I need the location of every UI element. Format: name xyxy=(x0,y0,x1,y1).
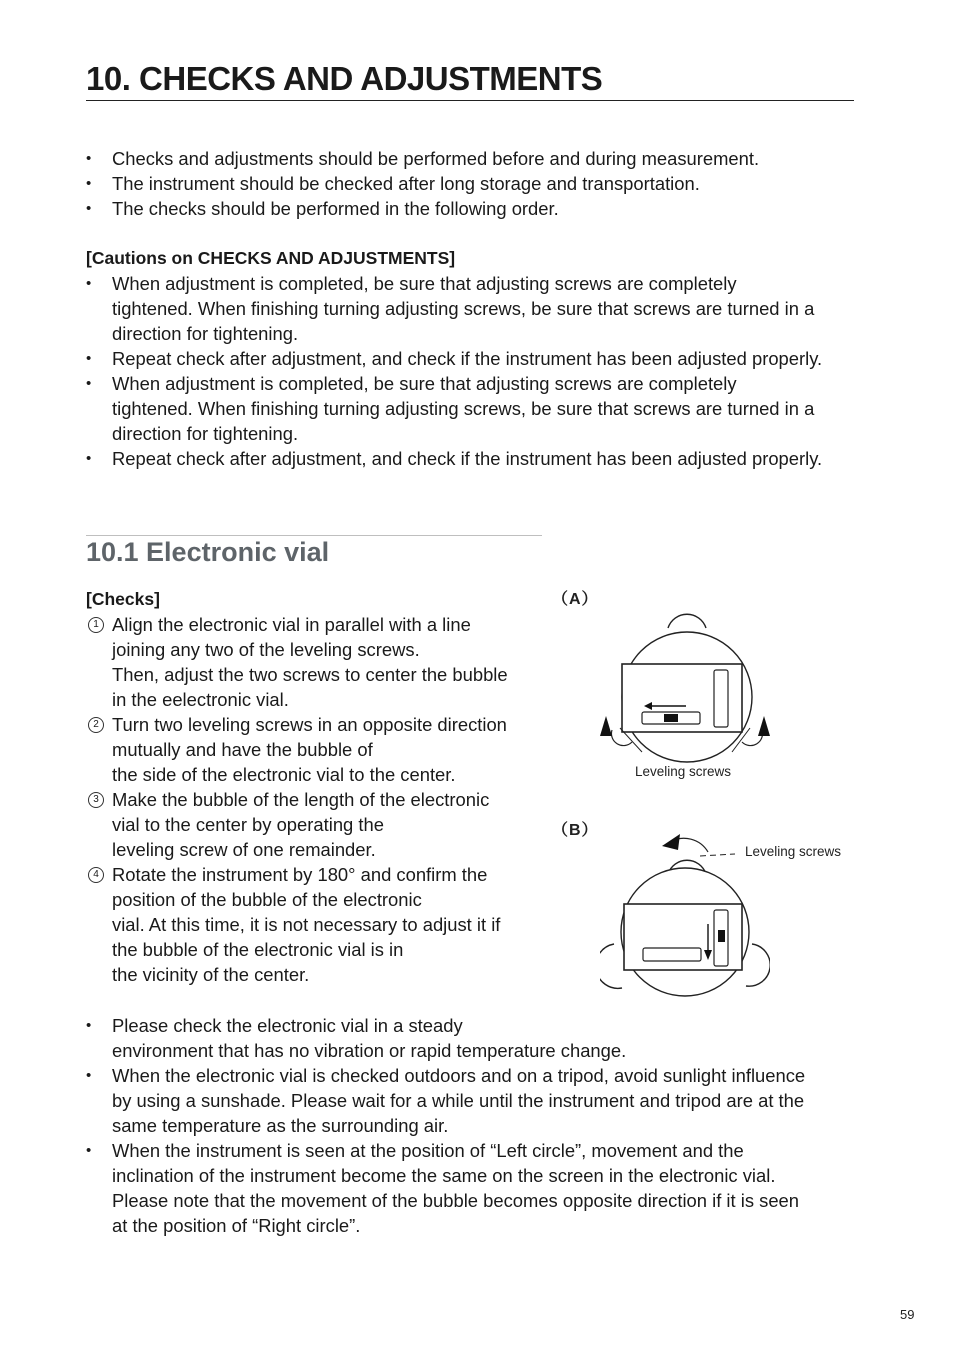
step-item xyxy=(86,862,546,987)
cautions-heading: [Cautions on CHECKS AND ADJUSTMENTS] xyxy=(86,248,456,268)
text-line: environment that has no vibration or rapid temperature change. xyxy=(112,1040,627,1061)
step-item xyxy=(86,712,546,787)
text-line: • Please check the electronic vial in a steady xyxy=(112,1015,463,1036)
text-line: tightened. When finishing turning adjusting screws, be sure that screws are turned in a xyxy=(112,398,815,419)
text-line: by using a sunshade. Please wait for a while until the instrument and tripod are at the xyxy=(112,1090,805,1111)
text-line: mutually and have the bubble of xyxy=(112,739,373,760)
text-line: Then, adjust the two screws to center the bubble xyxy=(112,664,508,685)
text-line: • Repeat check after adjustment, and check if the instrument has been adjusted properly. xyxy=(112,448,823,469)
checks-block xyxy=(86,587,546,987)
list-item: • Checks and adjustments should be performed before and during measurement. xyxy=(86,146,854,171)
step-number: 4 xyxy=(88,867,104,883)
cautions-block xyxy=(86,246,854,471)
text-line: Align the electronic vial in parallel with a line xyxy=(112,614,471,635)
text-line: same temperature as the surrounding air. xyxy=(112,1115,449,1136)
text-line: • When the instrument is seen at the position of “Left circle”, movement and the xyxy=(112,1140,744,1161)
text-line: in the eelectronic vial. xyxy=(112,689,289,710)
text-line: direction for tightening. xyxy=(112,423,299,444)
text-line: Make the bubble of the length of the electronic xyxy=(112,789,490,810)
list-item: • The checks should be performed in the following order. xyxy=(86,196,854,221)
checks-heading: [Checks] xyxy=(86,589,160,609)
chapter-title: 10. CHECKS AND ADJUSTMENTS xyxy=(86,60,603,97)
page-number: 59 xyxy=(900,1307,915,1322)
text-line: inclination of the instrument become the same on the screen in the electronic vial. xyxy=(112,1165,776,1186)
list-item xyxy=(86,1063,854,1138)
text-line: Turn two leveling screws in an opposite direction xyxy=(112,714,507,735)
text-line: • When adjustment is completed, be sure that adjusting screws are completely xyxy=(112,373,737,394)
figure-a-caption: Leveling screws xyxy=(635,764,732,779)
text-line: direction for tightening. xyxy=(112,323,299,344)
text-line: the side of the electronic vial to the center. xyxy=(112,764,456,785)
figure-a-label: （A） xyxy=(552,591,599,608)
list-item xyxy=(86,446,854,471)
text-line: tightened. When finishing turning adjusting screws, be sure that screws are turned in a xyxy=(112,298,815,319)
text-line: the bubble of the electronic vial is in xyxy=(112,939,404,960)
list-item xyxy=(86,371,854,446)
list-item xyxy=(86,271,854,346)
step-number: 3 xyxy=(88,792,104,808)
step-item xyxy=(86,787,546,862)
text-line: vial. At this time, it is not necessary to adjust it if xyxy=(112,914,501,935)
notes-list xyxy=(86,1013,854,1238)
text-line: leveling screw of one remainder. xyxy=(112,839,376,860)
text-line: • When the electronic vial is checked outdoors and on a tripod, avoid sunlight influence xyxy=(112,1065,806,1086)
figure-b-caption: Leveling screws xyxy=(745,844,842,859)
list-item xyxy=(86,1138,854,1238)
section-title: 10.1 Electronic vial xyxy=(86,537,330,567)
text-line: • When adjustment is completed, be sure that adjusting screws are completely xyxy=(112,273,737,294)
text-line: • Repeat check after adjustment, and check if the instrument has been adjusted properly. xyxy=(112,348,823,369)
text-line: position of the bubble of the electronic xyxy=(112,889,422,910)
text-line: the vicinity of the center. xyxy=(112,964,310,985)
figure-a-diagram xyxy=(590,602,790,764)
text-line: at the position of “Right circle”. xyxy=(112,1215,361,1236)
figure-b-label: （B） xyxy=(552,822,599,839)
list-item xyxy=(86,346,854,371)
text-line: vial to the center by operating the xyxy=(112,814,384,835)
text-line: joining any two of the leveling screws. xyxy=(112,639,420,660)
list-item: • The instrument should be checked after long storage and transportation. xyxy=(86,171,854,196)
chapter-title-rule xyxy=(86,100,854,101)
step-number: 1 xyxy=(88,617,104,633)
step-item xyxy=(86,612,546,712)
step-number: 2 xyxy=(88,717,104,733)
intro-list xyxy=(86,146,854,221)
list-item xyxy=(86,1013,854,1063)
text-line: Rotate the instrument by 180° and confirm the xyxy=(112,864,488,885)
text-line: Please note that the movement of the bubble becomes opposite direction if it is seen xyxy=(112,1190,799,1211)
